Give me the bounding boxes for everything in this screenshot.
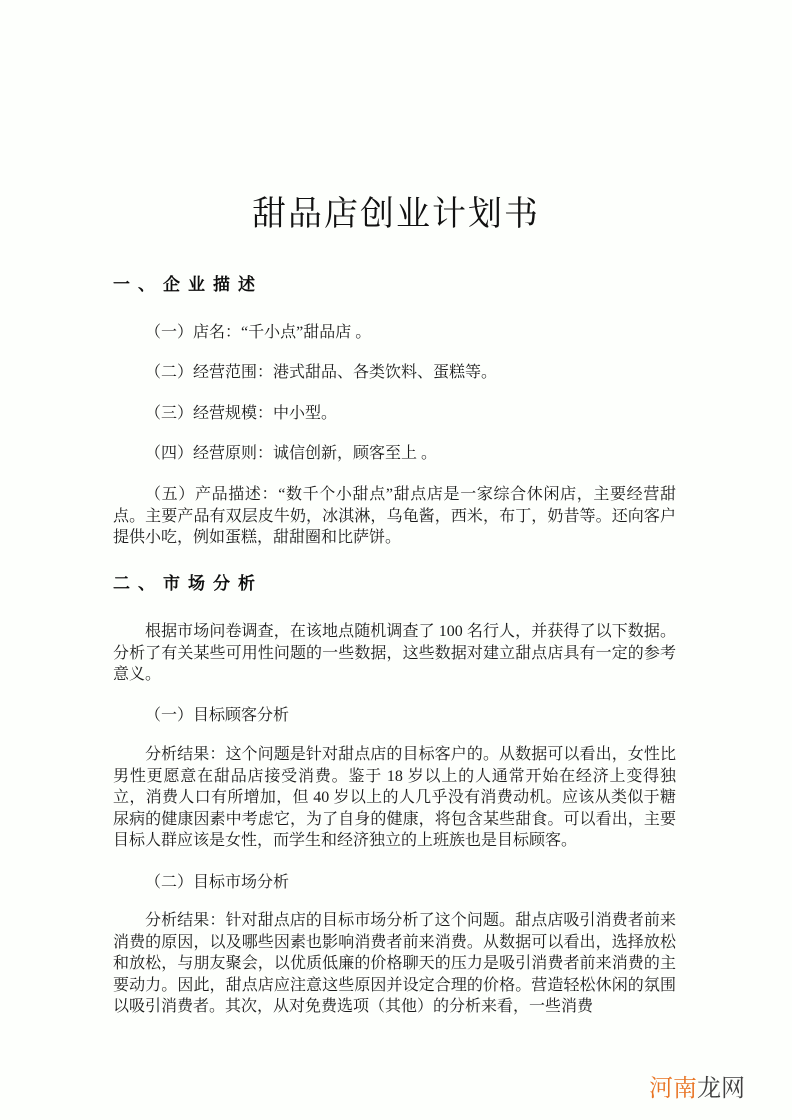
paragraph-product-description: （五）产品描述：“数千个小甜点”甜点店是一家综合休闲店，主要经营甜点。主要产品有双层皮牛奶，冰淇淋，乌龟酱，西米，布丁，奶昔等。还向客户提供小吃，例如蛋糕，甜甜圈和比萨饼。 bbox=[113, 486, 676, 546]
list-item-business-scope: （二）经营范围：港式甜品、各类饮料、蛋糕等。 bbox=[145, 364, 498, 381]
list-item-business-principle: （四）经营原则：诚信创新，顾客至上 。 bbox=[145, 445, 438, 462]
list-item-store-name: （一）店名：“千小点”甜品店 。 bbox=[145, 324, 372, 341]
paragraph-customer-analysis-result: 分析结果：这个问题是针对甜点店的目标客户的。从数据可以看出，女性比男性更愿意在甜品店接受消费。鉴于 18 岁以上的人通常开始在经济上变得独立，消费人口有所增加，但 40 岁以上的人几乎没有消费动机。应该从类似于糖尿病的健康因素中考虑它，为了自身的健康，将包含某些甜食。可以看出，主要目标人群应该是女性，而学生和经济独立的上班族也是目标顾客。 bbox=[113, 746, 676, 849]
section-1-heading: 一、企业描述 bbox=[113, 275, 263, 294]
document-title: 甜品店创业计划书 bbox=[252, 196, 540, 233]
site-watermark bbox=[649, 1068, 745, 1103]
list-item-business-scale: （三）经营规模：中小型。 bbox=[145, 405, 338, 422]
watermark-rest-text: 龙网 bbox=[697, 1075, 745, 1102]
section-2-heading: 二、市场分析 bbox=[113, 574, 263, 593]
subheading-target-customer-analysis: （一）目标顾客分析 bbox=[145, 707, 290, 724]
subheading-target-market-analysis: （二）目标市场分析 bbox=[145, 874, 290, 891]
paragraph-market-analysis-result: 分析结果：针对甜点店的目标市场分析了这个问题。甜点店吸引消费者前来消费的原因，以及哪些因素也影响消费者前来消费。从数据可以看出，选择放松和放松，与朋友聚会，以优质低廉的价格聊天的压力是吸引消费者前来消费的主要动力。因此，甜点店应注意这些原因并设定合理的价格。营造轻松休闲的氛围以吸引消费者。其次，从对免费选项（其他）的分析来看，一些消费 bbox=[113, 912, 676, 1015]
paragraph-survey-intro: 根据市场问卷调查，在该地点随机调查了 100 名行人，并获得了以下数据。分析了有关某些可用性问题的一些数据，这些数据对建立甜点店具有一定的参考意义。 bbox=[113, 623, 676, 683]
watermark-highlight-text: 河南 bbox=[649, 1075, 697, 1102]
